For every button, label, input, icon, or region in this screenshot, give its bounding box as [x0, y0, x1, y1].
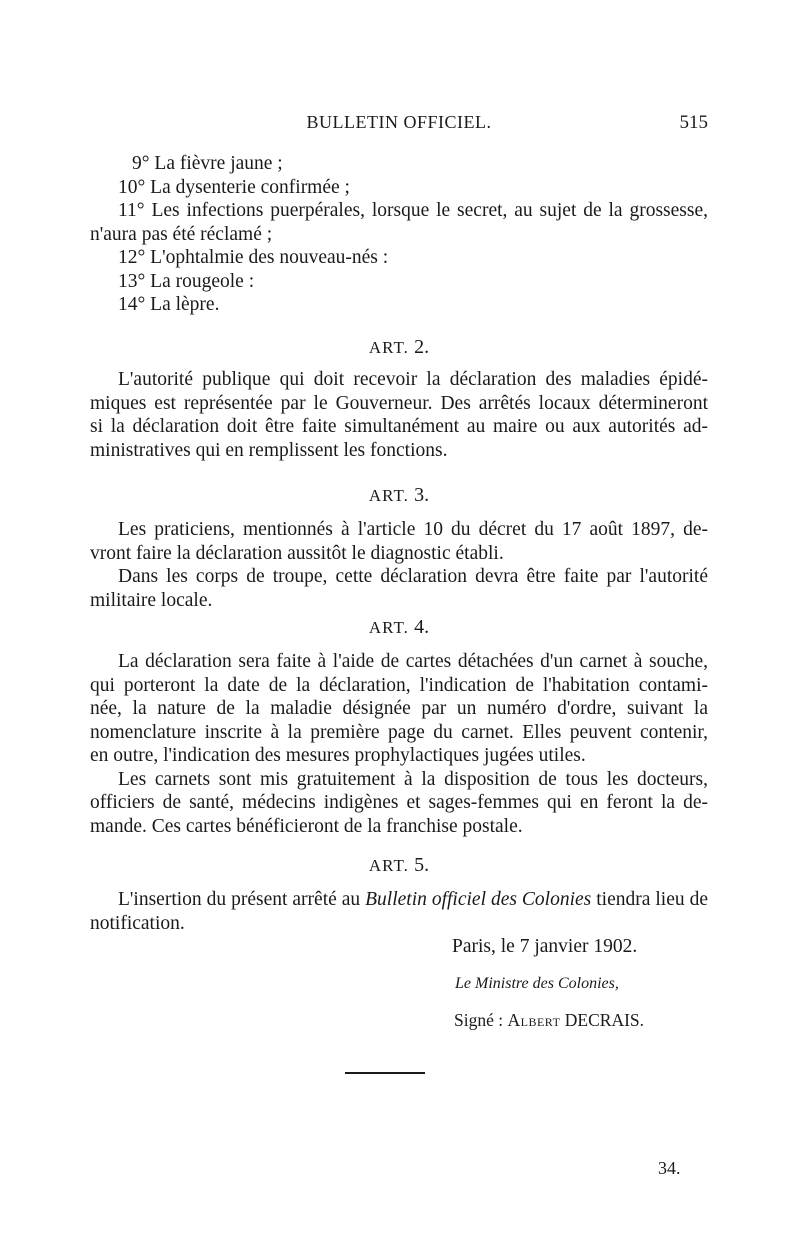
article-number: 4.: [414, 616, 430, 638]
paragraph-line: ministratives qui en remplissent les fonctions.: [90, 439, 448, 461]
list-item: 9° La fièvre jaune ;: [132, 153, 283, 174]
article-5-body: [90, 888, 708, 935]
article-label: ART.: [368, 856, 409, 875]
article-label: ART.: [368, 486, 409, 505]
article-2-heading: [90, 336, 708, 359]
paragraph-text: tiendra lieu de: [591, 889, 708, 910]
place-date: Paris, le 7 janvier 1902.: [452, 936, 638, 957]
running-header: [90, 112, 708, 142]
list-item: 13° La rougeole :: [118, 270, 255, 292]
minister-title: Le Ministre des Colonies,: [455, 975, 619, 992]
running-title: BULLETIN OFFICIEL.: [306, 112, 492, 132]
article-number: 2.: [414, 336, 430, 358]
paragraph-line: nomenclature inscrite à la première page du carnet. Elles peuvent contenir,: [90, 721, 708, 743]
article-4-body: [90, 650, 708, 838]
signed-prefix: Signé :: [454, 1010, 508, 1030]
paragraph-line: militaire locale.: [90, 589, 213, 611]
paragraph-line: Les carnets sont mis gratuitement à la disposition de tous les docteurs,: [118, 768, 708, 790]
article-5-heading: [90, 854, 708, 877]
article-label: ART.: [368, 618, 409, 637]
paragraph-line: L'autorité publique qui doit recevoir la déclaration des maladies épidé-: [118, 369, 708, 390]
list-item: 11° Les infections puerpérales, lorsque le secret, au sujet de la grossesse,: [118, 200, 708, 221]
bulletin-title: Bulletin officiel des Colonies: [365, 889, 592, 910]
paragraph-line: vront faire la déclaration aussitôt le diagnostic établi.: [90, 542, 504, 564]
signer-first-name: Albert: [507, 1010, 561, 1030]
paragraph-line: La déclaration sera faite à l'aide de cartes détachées d'un carnet à souche,: [118, 651, 708, 672]
paragraph-text: L'insertion du présent arrêté au: [118, 889, 366, 910]
paragraph-line: officiers de santé, médecins indigènes et sages-femmes qui en feront la de-: [90, 792, 708, 813]
paragraph-line: Les praticiens, mentionnés à l'article 10 du décret du 17 août 1897, de-: [118, 519, 708, 540]
paragraph-line: si la déclaration doit être faite simultanément au maire ou aux autorités ad-: [90, 416, 708, 437]
article-label: ART.: [368, 338, 409, 357]
paragraph-line: miques est représentée par le Gouverneur. Des arrêtés locaux détermineront: [90, 392, 708, 414]
list-item: 12° L'ophtalmie des nouveau-nés :: [118, 247, 389, 268]
article-3-heading: [90, 484, 708, 507]
article-4-heading: [90, 616, 708, 639]
signer-last-name: DECRAIS.: [564, 1010, 645, 1030]
paragraph-line: mande. Ces cartes bénéficieront de la franchise postale.: [90, 815, 523, 837]
list-item: 10° La dysenterie confirmée ;: [118, 176, 350, 198]
list-item-continuation: n'aura pas été réclamé ;: [90, 223, 273, 245]
disease-list: [90, 152, 708, 317]
signature: [454, 1010, 644, 1031]
article-3-body: [90, 518, 708, 612]
paragraph-line: notification.: [90, 912, 185, 934]
article-number: 5.: [414, 854, 430, 876]
article-2-body: [90, 368, 708, 462]
page-number: 515: [679, 112, 708, 133]
paragraph-line: née, la nature de la maladie désignée par un numéro d'ordre, suivant la: [90, 698, 708, 719]
horizontal-rule: [345, 1072, 425, 1074]
article-number: 3.: [414, 484, 430, 506]
paragraph-line: Dans les corps de troupe, cette déclaration devra être faite par l'autorité: [118, 566, 708, 587]
list-item: 14° La lèpre.: [118, 294, 220, 315]
paragraph-line: qui porteront la date de la déclaration, l'indication de l'habitation contami-: [90, 674, 708, 696]
paragraph-line: en outre, l'indication des mesures prophylactiques jugées utiles.: [90, 745, 586, 766]
paragraph-line: [90, 888, 708, 912]
sheet-number: 34.: [658, 1158, 681, 1178]
